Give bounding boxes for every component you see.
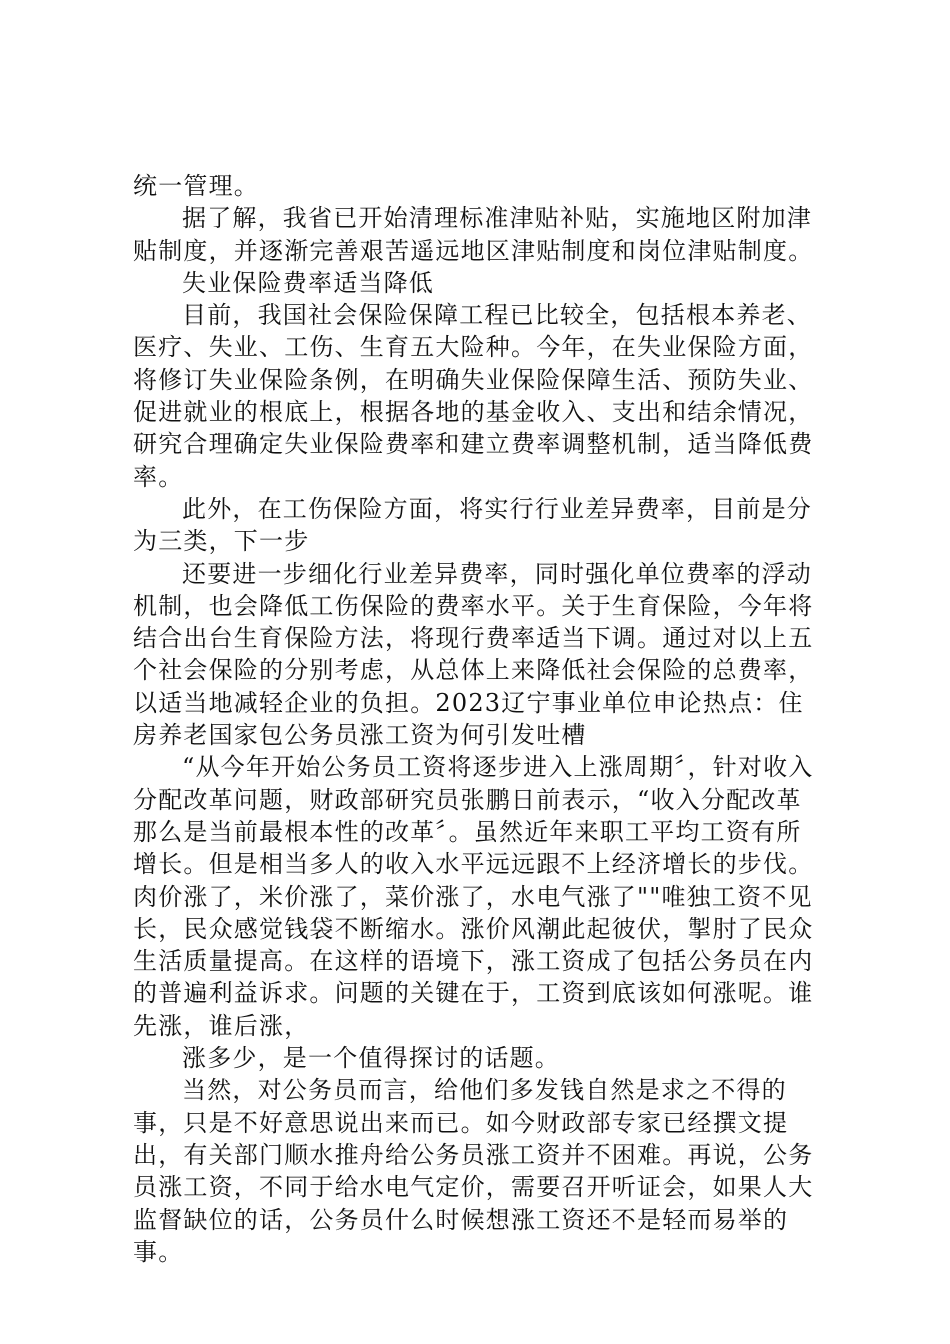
document-body [133, 170, 823, 1268]
section-heading: 失业保险费率适当降低 [182, 268, 434, 297]
paragraph-8: 涨多少，是一个值得探讨的话题。 [182, 1044, 560, 1073]
paragraph-6: 还要进一步细化行业差异费率，同时强化单位费率的浮动机制，也会降低工伤保险的费率水平。关于生育保险，今年将结合出台生育保险方法，将现行费率适当下调。通过对以上五个社会保险的分别考虑，从总体上来降低社会保险的总费率，以适当地减轻企业的负担。2023辽宁事业单位申论热点：住房养老国家包公务员涨工资为何引发吐槽 [133, 559, 814, 750]
paragraph-9: 当然，对公务员而言，给他们多发钱自然是求之不得的事，只是不好意思说出来而已。如今财政部专家已经撰文提出，有关部门顺水推舟给公务员涨工资并不困难。再说，公务员涨工资，不同于给水电气定价，需要召开听证会，如果人大监督缺位的话，公务员什么时候想涨工资还不是轻而易举的事。 [133, 1076, 814, 1266]
paragraph-1: 统一管理。 [133, 172, 259, 200]
paragraph-2: 据了解，我省已开始清理标准津贴补贴，实施地区附加津贴制度，并逐渐完善艰苦遥远地区津贴制度和岗位津贴制度。 [133, 204, 814, 265]
paragraph-5: 此外，在工伤保险方面，将实行行业差异费率，目前是分为三类，下一步 [133, 494, 812, 556]
paragraph-7: “从今年开始公务员工资将逐步进入上涨周期〞，针对收入分配改革问题，财政部研究员张鹏日前表示，“收入分配改革那么是当前最根本性的改革〞。虽然近年来职工平均工资有所增长。但是相当多人的收入水平远远跟不上经济增长的步伐。肉价涨了，米价涨了，菜价涨了，水电气涨了""唯独工资不见长，民众感觉钱袋不断缩水。涨价风潮此起彼伏，掣肘了民众生活质量提高。在这样的语境下，涨工资成了包括公务员在内的普遍利益诉求。问题的关键在于，工资到底该如何涨呢。谁先涨，谁后涨， [133, 753, 814, 1040]
paragraph-4: 目前，我国社会保险保障工程已比较全，包括根本养老、医疗、失业、工伤、生育五大险种。今年，在失业保险方面，将修订失业保险条例，在明确失业保险保障生活、预防失业、促进就业的根底上，根据各地的基金收入、支出和结余情况，研究合理确定失业保险费率和建立费率调整机制，适当降低费率。 [133, 301, 814, 491]
